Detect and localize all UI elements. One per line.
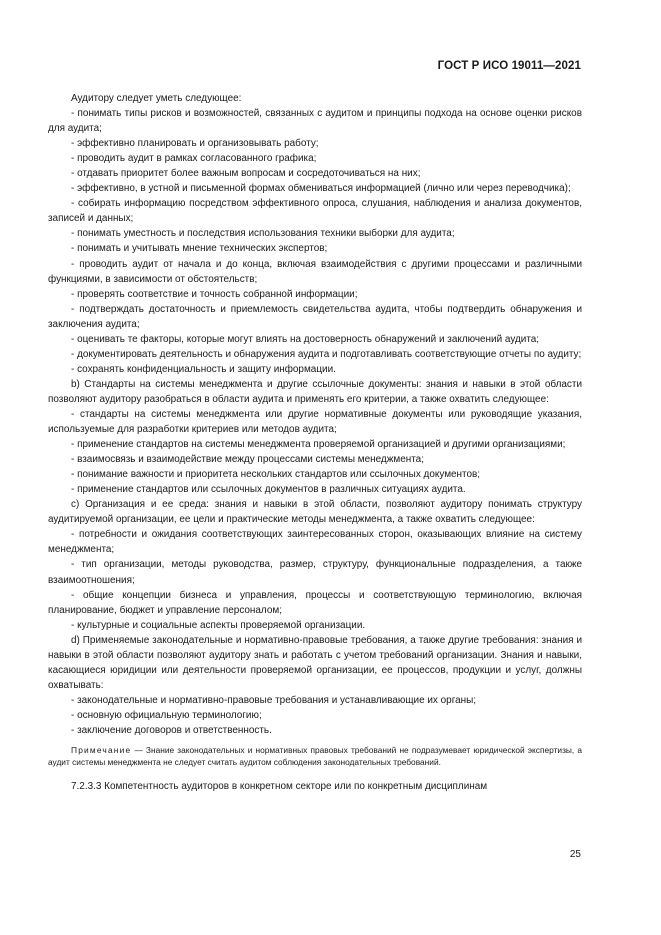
section-d-paragraph: d) Применяемые законодательные и нормативно-правовые требования, а также другие требования: знания и навыки в этой области позволяют аудитору знать и работать с учетом требований организации. Знания и навыки, касающиеся юридиции или деятельности проверяемой организации, ее процессов, продукции и услуг, должны охватывать: [48, 634, 582, 691]
list-item: - применение стандартов на системы менеджмента проверяемой организацией и другими организациями; [71, 439, 566, 451]
section-c-paragraph: c) Организация и ее среда: знания и навыки в этой области, позволяют аудитору понимать структуру аудитируемой организации, ее цели и практические методы менеджмента, а также охватить следующее: [48, 499, 582, 526]
list-item: - эффективно планировать и организовывать работу; [71, 138, 319, 150]
section-b-paragraph: b) Стандарты на системы менеджмента и другие ссылочные документы: знания и навыки в этой области позволяют аудитору разобраться в области аудита и применять его критерии, а также охватить следующее: [48, 378, 582, 405]
list-item: - собирать информацию посредством эффективного опроса, слушания, наблюдения и анализа документов, записей и данных; [48, 198, 582, 225]
list-item: - эффективно, в устной и письменной формах обмениваться информацией (лично или через переводчика); [71, 183, 571, 195]
list-item: - основную официальную терминологию; [71, 709, 262, 721]
list-item: - общие концепции бизнеса и управления, процессы и соответствующую терминологию, включая планирование, бюджет и управление персоналом; [48, 589, 582, 616]
list-item: - стандарты на системы менеджмента или другие нормативные документы или руководящие указания, используемые для разработки критериев или методов аудита; [48, 408, 582, 436]
page-number: 25 [569, 849, 581, 860]
note-label: Примечание [71, 745, 132, 756]
list-item: - тип организации, методы руководства, размер, структуру, функциональные подразделения, а также взаимоотношения; [48, 559, 582, 586]
list-item: - понимать уместность и последствия использования техники выборки для аудита; [71, 228, 455, 240]
list-item: - законодательные и нормативно-правовые требования и устанавливающие их органы; [71, 694, 477, 706]
list-item: - оценивать те факторы, которые могут влиять на достоверность обнаружений и заключений аудита; [71, 333, 540, 345]
list-item: - взаимосвязь и взаимодействие между процессами системы менеджмента; [71, 454, 424, 466]
body-text [48, 91, 582, 794]
list-item: - понимание важности и приоритета нескольких стандартов или ссылочных документов; [71, 469, 481, 481]
list-item: - потребности и ожидания соответствующих заинтересованных сторон, оказывающих влияние на систему менеджмента; [48, 529, 582, 556]
list-item: - проводить аудит в рамках согласованного графика; [71, 153, 317, 165]
list-item: - понимать и учитывать мнение технических экспертов; [71, 243, 328, 255]
list-item: - подтверждать достаточность и приемлемость свидетельства аудита, чтобы подтвердить обнаружения и заключения аудита; [48, 303, 582, 330]
document-id-header: ГОСТ Р ИСО 19011—2021 [437, 60, 581, 72]
list-item: - сохранять конфиденциальность и защиту информации. [71, 363, 336, 375]
list-item: - документировать деятельность и обнаружения аудита и подготавливать соответствующие отчеты по аудиту; [71, 348, 582, 360]
list-item: - отдавать приоритет более важным вопросам и сосредоточиваться на них; [71, 168, 421, 180]
note [48, 744, 582, 768]
list-item: - применение стандартов или ссылочных документов в различных ситуациях аудита. [71, 484, 466, 496]
list-item: - понимать типы рисков и возможностей, связанных с аудитом и принципы подхода на основе оценки рисков для аудита; [48, 108, 582, 135]
note-text: — Знание законодательных и нормативных правовых требований не подразумевает юридической экспертизы, а аудит системы менеджмента не следует считать аудитом соблюдения законодательных требований. [48, 745, 582, 768]
subsection-heading: 7.2.3.3 Компетентность аудиторов в конкретном секторе или по конкретным дисциплинам [71, 781, 488, 793]
list-item: - культурные и социальные аспекты проверяемой организации. [71, 619, 366, 631]
paragraph: Аудитору следует уметь следующее: [71, 93, 242, 104]
list-item: - проверять соответствие и точность собранной информации; [71, 288, 358, 300]
list-item: - заключение договоров и ответственность. [71, 724, 272, 736]
list-item: - проводить аудит от начала и до конца, включая взаимодействия с другими процессами и различными функциями, в зависимости от обстоятельств; [48, 258, 582, 285]
